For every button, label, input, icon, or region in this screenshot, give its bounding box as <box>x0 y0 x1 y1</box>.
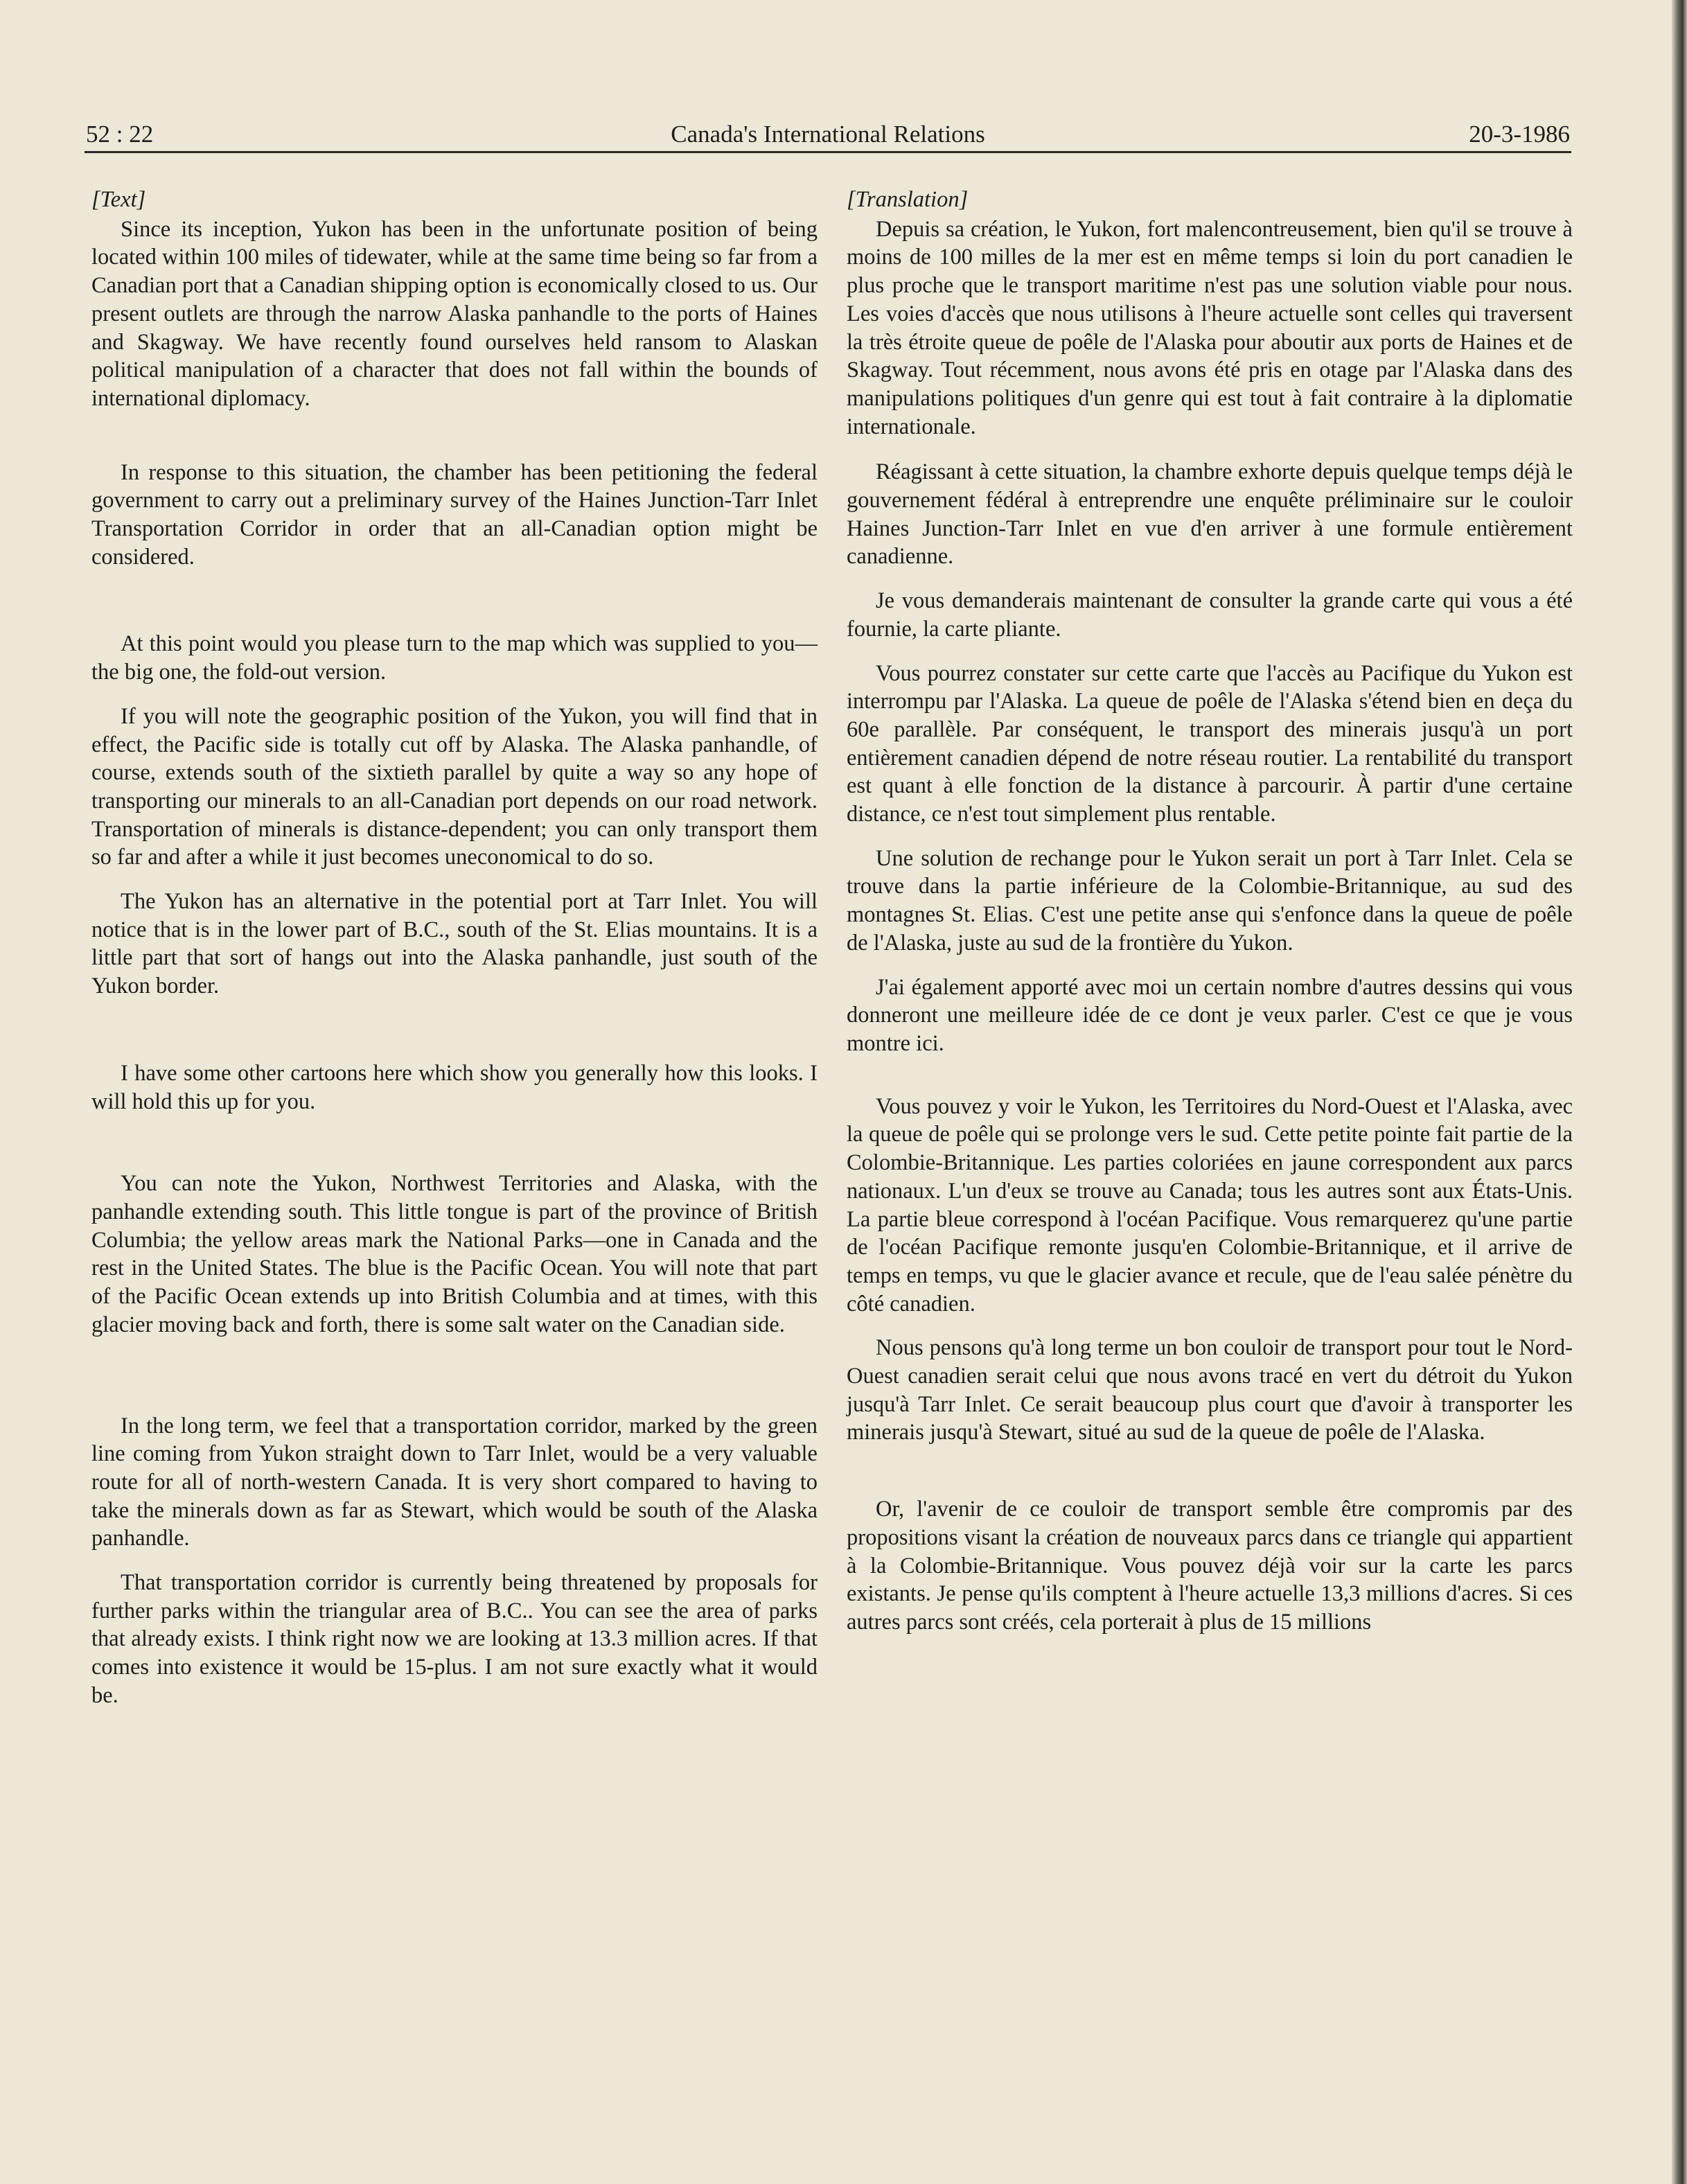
binding-edge <box>1672 0 1687 2184</box>
french-paragraph: J'ai également apporté avec moi un certain nombre d'autres dessins qui vous donneront une meilleure idée de ce dont je veux parler. C'est ce que je vous montre ici. <box>847 974 1573 1056</box>
text-label: [Text] <box>91 187 146 212</box>
text-label-word: Text <box>100 187 137 212</box>
french-paragraph: Réagissant à cette situation, la chambre exhorte depuis quelque temps déjà le gouvernement fédéral à entreprendre une enquête préliminaire sur le couloir Haines Junction-Tarr Inlet en vue d'en arriver à une formule entièrement canadienne. <box>847 459 1573 570</box>
page-number: 52 : 22 <box>86 121 154 148</box>
french-paragraph: Depuis sa création, le Yukon, fort malencontreusement, bien qu'il se trouve à moins de 100 milles de la mer est en même temps si loin du port canadien le plus proche que le transport maritime n'est pas une solution viable pour nous. Les voies d'accès que nous utilisons à l'heure actuelle sont celles qui traversent la très étroite queue de poêle de l'Alaska pour aboutir aux ports de Haines et de Skagway. Tout récemment, nous avons été pris en otage par l'Alaska dans des manipulations politiques d'un genre qui est tout à fait contraire à la diplomatie internationale. <box>847 216 1573 439</box>
header-rule <box>85 151 1571 153</box>
english-paragraph: That transportation corridor is currently being threatened by proposals for further parks within the triangular area of B.C.. You can see the area of parks that already exists. I think right now we are looking at 13.3 million acres. If that comes into existence it would be 15-plus. I am not sure exactly what it would be. <box>91 1570 818 1708</box>
french-translation-column <box>847 186 1573 1637</box>
english-paragraph: I have some other cartoons here which show you generally how this looks. I will hold this up for you. <box>91 1060 818 1114</box>
french-paragraph: Vous pouvez y voir le Yukon, les Territoires du Nord-Ouest et l'Alaska, avec la queue de poêle qui se prolonge vers le sud. Cette petite pointe fait partie de la Colombie-Britannique. Les parties coloriées en jaune correspondent aux parcs nationaux. L'un d'eux se trouve au Canada; tous les autres sont aux États-Unis. La partie bleue correspond à l'océan Pacifique. Vous remarquerez qu'une partie de l'océan Pacifique remonte jusqu'en Colombie-Britannique, et il arrive de temps en temps, vu que le glacier avance et recule, que de l'eau salée pénètre du côté canadien. <box>847 1093 1573 1316</box>
running-title: Canada's International Relations <box>671 121 985 148</box>
translation-label: [Translation] <box>847 187 969 212</box>
english-paragraph: In the long term, we feel that a transportation corridor, marked by the green line coming from Yukon straight down to Tarr Inlet, would be a very valuable route for all of north-western Canada. It is very short compared to having to take the minerals down as far as Stewart, which would be south of the Alaska panhandle. <box>91 1413 818 1551</box>
english-paragraph: Since its inception, Yukon has been in the unfortunate position of being located within 100 miles of tidewater, while at the same time being so far from a Canadian port that a Canadian shipping option is economically closed to us. Our present outlets are through the narrow Alaska panhandle to the ports of Haines and Skagway. We have recently found ourselves held ransom to Alaskan political manipulation of a character that does not fall within the bounds of international diplomacy. <box>91 216 818 411</box>
page-header <box>86 116 1570 152</box>
french-paragraph: Vous pourrez constater sur cette carte que l'accès au Pacifique du Yukon est interrompu par l'Alaska. La queue de poêle de l'Alaska s'étend bien en deça du 60e parallèle. Par conséquent, le transport des minerais jusqu'à un port entièrement canadien dépend de notre réseau routier. La rentabilité du transport est quant à elle fonction de la distance à parcourir. À partir d'une certaine distance, ce n'est tout simplement plus rentable. <box>847 660 1573 827</box>
english-paragraph: In response to this situation, the chamber has been petitioning the federal government to carry out a preliminary survey of the Haines Junction-Tarr Inlet Transportation Corridor in order that an all-Canadian option might be considered. <box>91 459 818 570</box>
english-paragraph: If you will note the geographic position of the Yukon, you will find that in effect, the Pacific side is totally cut off by Alaska. The Alaska panhandle, of course, extends south of the sixtieth parallel by quite a way so any hope of transporting our minerals to an all-Canadian port depends on our road network. Transportation of minerals is distance-dependent; you can only transport them so far and after a while it just becomes uneconomical to do so. <box>91 703 818 870</box>
translation-label-word: Translation <box>855 187 960 212</box>
english-text-column <box>91 186 818 1710</box>
english-paragraph: You can note the Yukon, Northwest Territories and Alaska, with the panhandle extending south. This little tongue is part of the province of British Columbia; the yellow areas mark the National Parks—one in Canada and the rest in the United States. The blue is the Pacific Ocean. You will note that part of the Pacific Ocean extends up into British Columbia and at times, with this glacier moving back and forth, there is some salt water on the Canadian side. <box>91 1171 818 1337</box>
english-paragraph: At this point would you please turn to the map which was supplied to you—the big one, the fold-out version. <box>91 631 818 685</box>
english-paragraph: The Yukon has an alternative in the potential port at Tarr Inlet. You will notice that is in the lower part of B.C., south of the St. Elias mountains. It is a little part that sort of hangs out into the Alaska panhandle, just south of the Yukon border. <box>91 889 818 999</box>
issue-date: 20-3-1986 <box>1469 121 1570 148</box>
french-paragraph: Je vous demanderais maintenant de consulter la grande carte qui vous a été fournie, la carte pliante. <box>847 588 1573 642</box>
french-paragraph: Une solution de rechange pour le Yukon serait un port à Tarr Inlet. Cela se trouve dans la partie inférieure de la Colombie-Britannique, au sud des montagnes St. Elias. C'est une petite anse qui s'enfonce dans la queue de poêle de l'Alaska, juste au sud de la frontière du Yukon. <box>847 845 1573 956</box>
french-paragraph: Or, l'avenir de ce couloir de transport semble être compromis par des propositions visant la création de nouveaux parcs dans ce triangle qui appartient à la Colombie-Britannique. Vous pouvez déjà voir sur la carte les parcs existants. Je pense qu'ils comptent à l'heure actuelle 13,3 millions d'acres. Si ces autres parcs sont créés, cela porterait à plus de 15 millions <box>847 1497 1573 1635</box>
french-paragraph: Nous pensons qu'à long terme un bon couloir de transport pour tout le Nord-Ouest canadien serait celui que nous avons tracé en vert du détroit du Yukon jusqu'à Tarr Inlet. Ce serait beaucoup plus court que d'avoir à transporter les minerais jusqu'à Stewart, situé au sud de la queue de poêle de l'Alaska. <box>847 1335 1573 1445</box>
